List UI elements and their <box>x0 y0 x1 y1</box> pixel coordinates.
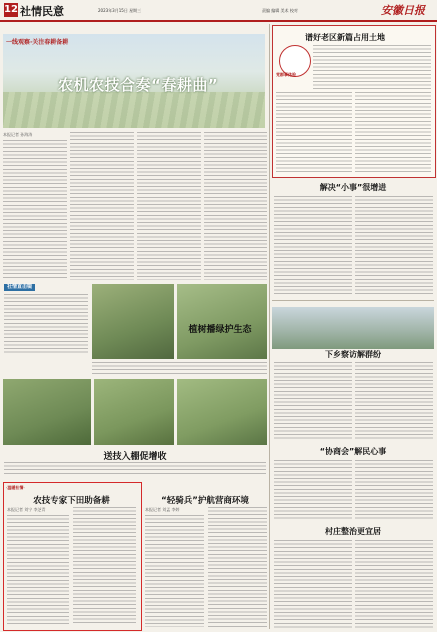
photo-greenhouse-2 <box>94 379 174 445</box>
issue-date: 2023年3月15日 星期三 <box>98 8 142 13</box>
right-badge-label: 党群事体验 <box>276 72 296 77</box>
lead-text-col-3 <box>137 132 201 280</box>
section-title-solve: 解决“小事”很增进 <box>319 183 387 192</box>
photo-section-bar: 社情直击镜 <box>4 284 35 291</box>
photo-tree-planting-1 <box>92 284 174 359</box>
column-badge: 一线观察·关注春耕备耕 <box>6 39 69 46</box>
lead-byline: 本报记者 孙海涛 <box>3 132 33 137</box>
caption-top: 植树播绿护生态 <box>188 325 252 335</box>
article-badge: ·温暖社情· <box>6 485 25 490</box>
right-photo <box>272 307 434 349</box>
solve-text-col-2 <box>355 196 433 296</box>
section-title-together: “协商会”解民心事 <box>319 447 387 456</box>
section-name: 社情民意 <box>20 5 64 18</box>
travel-text-col-2 <box>355 362 433 440</box>
travel-text-col-1 <box>274 362 352 440</box>
section-title-travel: 下乡察访解群纷 <box>325 350 381 359</box>
village-text-col-2 <box>355 540 433 628</box>
right-article-text-2 <box>276 92 352 172</box>
bottom-left-text-col-1 <box>7 515 69 625</box>
bottom-left-byline: 本报记者 刘宁 李芝青 <box>7 507 46 512</box>
page-number: 12 <box>4 4 18 15</box>
editor-meta: 责编 编辑 美术 校对 <box>262 8 298 13</box>
together-text-col-2 <box>355 460 433 520</box>
right-article-title: 谱好老区新篇占用土地 <box>305 33 385 42</box>
together-text-col-1 <box>274 460 352 520</box>
caption-bottom: 送技入棚促增收 <box>103 452 167 462</box>
bottom-left-text-col-2 <box>73 507 136 625</box>
bottom-left-title: 农技专家下田助备耕 <box>33 496 110 506</box>
column-rule <box>269 24 270 629</box>
lead-text-col-2 <box>70 132 134 280</box>
page-header <box>0 0 437 22</box>
section-title-village: 村庄整治更宜居 <box>325 527 381 536</box>
solve-text-col-1 <box>274 196 352 296</box>
photo-greenhouse-1 <box>3 379 91 445</box>
lead-text-col-4 <box>204 132 267 280</box>
farm-field-graphic <box>3 92 265 128</box>
bottom-mid-text-col-1 <box>145 515 204 627</box>
photo-intro-text <box>4 294 88 354</box>
right-article-text-3 <box>355 92 431 172</box>
village-text-col-1 <box>274 540 352 628</box>
photo-greenhouse-3 <box>177 379 267 445</box>
lead-headline: 农机农技合奏“春耕曲” <box>58 76 219 94</box>
bottom-mid-byline: 本报记者 刘孟 李婷 <box>145 507 180 512</box>
caption-bottom-text <box>4 462 266 476</box>
divider <box>272 300 434 301</box>
bottom-mid-text-col-2 <box>208 507 267 627</box>
bottom-mid-title: “轻骑兵”护航营商环境 <box>161 496 249 506</box>
paper-logo: 安徽日报 <box>381 4 425 17</box>
caption-top-text <box>92 362 267 374</box>
lead-text-col-1 <box>3 140 67 280</box>
right-article-text-1 <box>313 45 431 89</box>
